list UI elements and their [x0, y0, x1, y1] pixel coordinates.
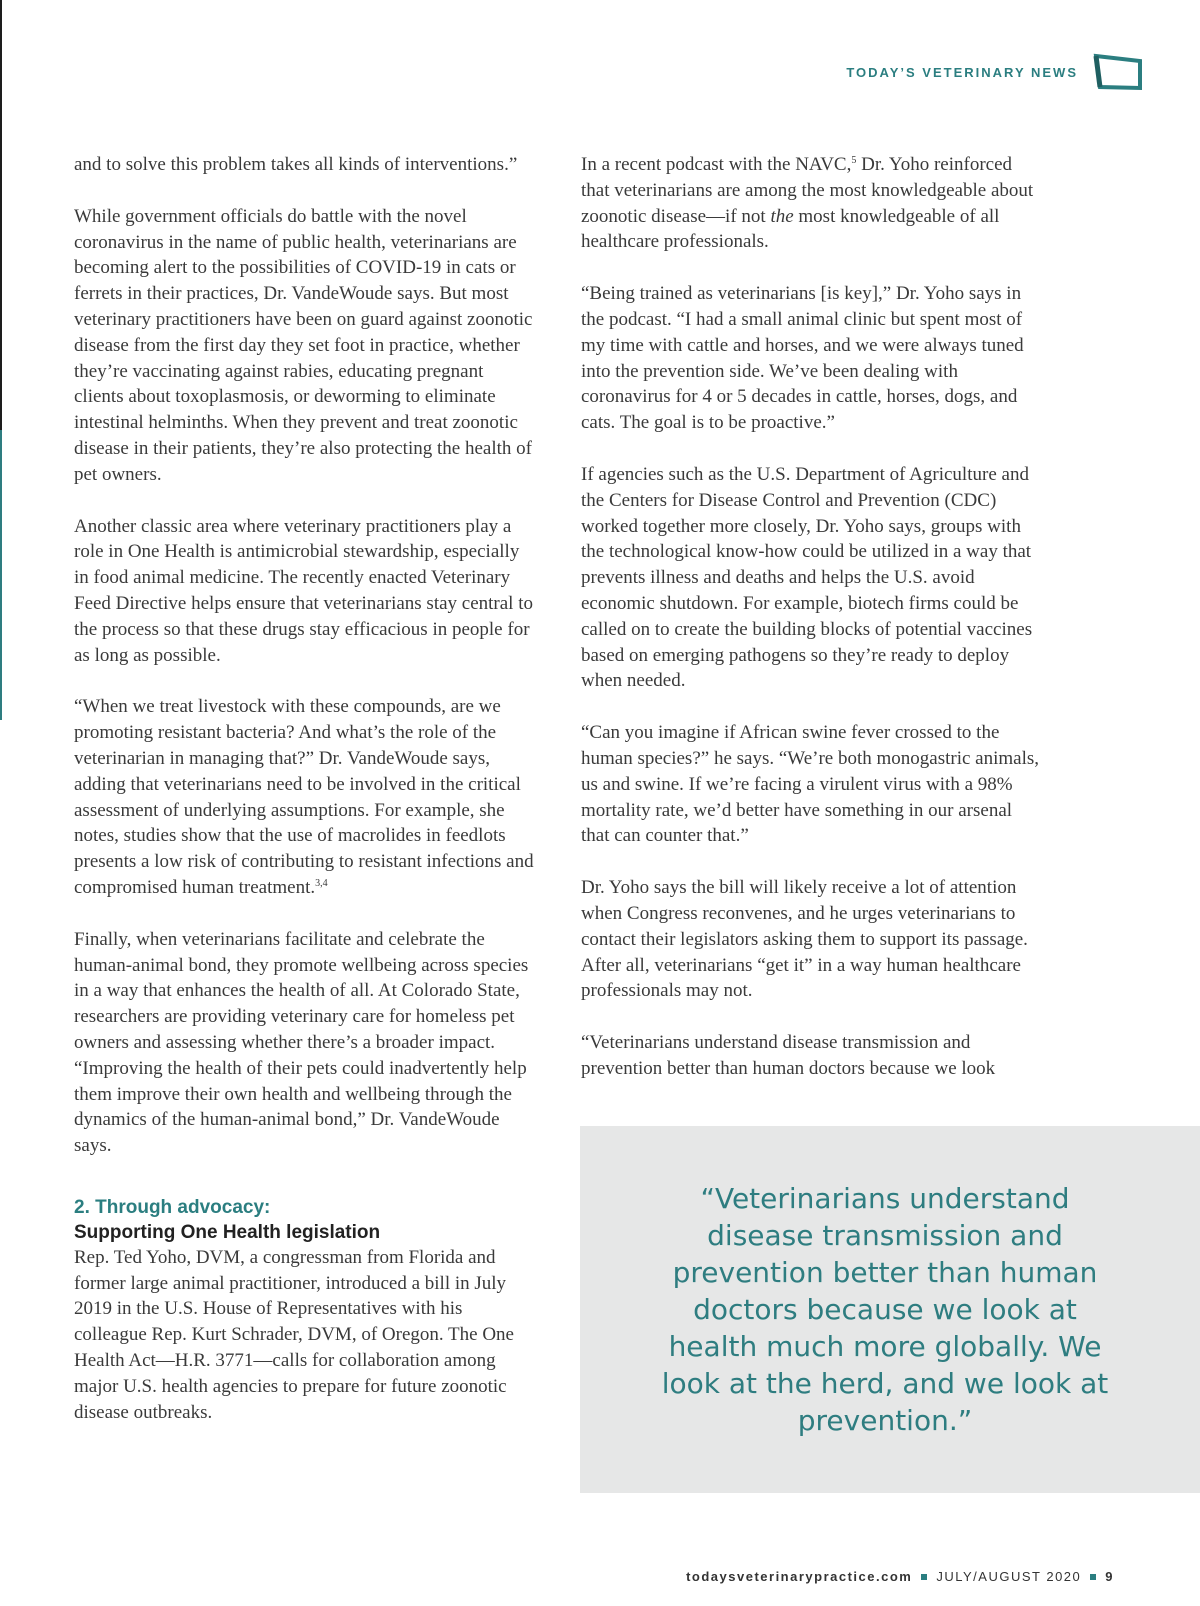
- footer-separator-icon: [1090, 1574, 1096, 1580]
- section-title: TODAY’S VETERINARY NEWS: [846, 64, 1078, 80]
- paragraph: If agencies such as the U.S. Department of Agriculture and the Centers for Disease Control and Prevention (CDC) worked together more closely, Dr. Yoho says, groups with the technological know-how could be utilized in a way that prevents illness and deaths and helps the U.S. avoid economic shutdown. For example, biotech firms could be called on to create the building blocks of potential vaccines based on emerging pathogens so they’re ready to deploy when needed.: [581, 463, 1033, 692]
- paragraph-text: In a recent podcast with the NAVC,: [581, 154, 852, 175]
- pull-quote-text: “Veterinarians understand disease transmission and prevention better than human doctors because we look at health much more globally. We look at the herd, and we look at prevention.”: [661, 1182, 1109, 1437]
- paragraph: “Veterinarians understand disease transmission and prevention better than human doctors because we look: [581, 1032, 996, 1079]
- footer-separator-icon: [921, 1574, 927, 1580]
- paragraph-text: most knowledgeable of all healthcare professionals.: [581, 205, 1000, 253]
- paragraph: While government officials do battle with the novel coronavirus in the name of public health, veterinarians are becoming alert to the possibilities of COVID-19 in cats or ferrets in their practices, Dr. VandeWoude says. But most veterinary practitioners have been on guard against zoonotic disease from the first day they set foot in practice, whether they’re vaccinating against rabies, educating pregnant clients about toxoplasmosis, or deworming to eliminate intestinal helminths. When they prevent and treat zoonotic disease in their patients, they’re also protecting the health of pet owners.: [74, 205, 533, 485]
- paragraph: Finally, when veterinarians facilitate and celebrate the human-animal bond, they promote wellbeing across species in a way that enhances the health of all. At Colorado State, researchers are providing veterinary care for homeless pet owners and assessing whether there’s a broader impact. “Improving the health of their pets could inadvertently help them improve their own health and wellbeing through the dynamics of the human-animal bond,” Dr. VandeWoude says.: [74, 928, 529, 1157]
- paragraph-with-reference: [74, 694, 534, 900]
- page-header: [846, 52, 1144, 92]
- paragraph: Rep. Ted Yoho, DVM, a congressman from Florida and former large animal practitioner, introduced a bill in July 2019 in the U.S. House of Representatives with his colleague Rep. Kurt Schrader, DVM, of Oregon. The One Health Act—H.R. 3771—calls for collaboration among major U.S. health agencies to prepare for future zoonotic disease outbreaks.: [74, 1246, 514, 1423]
- paragraph: Another classic area where veterinary practitioners play a role in One Health is antimicrobial stewardship, especially in food animal medicine. The recently enacted Veterinary Feed Directive helps ensure that veterinarians stay central to the process so that these drugs stay efficacious in people for as long as possible.: [74, 515, 533, 666]
- citation-reference: 5: [851, 155, 857, 166]
- citation-reference: 3,4: [315, 877, 328, 889]
- paragraph: “Being trained as veterinarians [is key],” Dr. Yoho says in the podcast. “I had a small animal clinic but spent most of my time with cattle and horses, and we were always tuned into the prevention side. We’ve been dealing with coronavirus for 4 or 5 decades in cattle, horses, dogs, and cats. The goal is to be proactive.”: [581, 283, 1024, 434]
- page-edge-accent: [0, 430, 2, 720]
- paragraph-text: “When we treat livestock with these compounds, are we promoting resistant bacteria? And what’s the role of the veterinarian in managing that?” Dr. VandeWoude says, adding that veterinarians need to be involved in the critical assessment of underlying assumptions. For example, she notes, studies show that the use of macrolides in feedlots presents a low risk of contributing to resistant infections and compromised human treatment.: [74, 696, 534, 898]
- paragraph: and to solve this problem takes all kinds of interventions.”: [74, 154, 518, 175]
- pull-quote-box: [580, 1126, 1200, 1493]
- section-number: 2. Through advocacy:: [74, 1196, 271, 1218]
- right-column: [581, 152, 1041, 1082]
- footer-issue: JULY/AUGUST 2020: [936, 1569, 1082, 1584]
- paragraph-text: Dr. Yoho reinforced that veterinarians are among the most knowledgeable about zoonotic disease—if not: [581, 154, 1034, 227]
- paragraph-with-reference: [581, 152, 1041, 255]
- magazine-logo-icon: [1092, 52, 1144, 92]
- footer-website: todaysveterinarypractice.com: [686, 1569, 913, 1584]
- paragraph: Dr. Yoho says the bill will likely receive a lot of attention when Congress reconvenes, and he urges veterinarians to contact their legislators asking them to support its passage. After all, veterinarians “get it” in a way human healthcare professionals may not.: [581, 877, 1028, 1002]
- page-footer: [686, 1569, 1114, 1584]
- section-subtitle: Supporting One Health legislation: [74, 1221, 381, 1243]
- page-number: 9: [1105, 1569, 1114, 1584]
- paragraph: “Can you imagine if African swine fever crossed to the human species?” he says. “We’re both monogastric animals, us and swine. If we’re facing a virulent virus with a 98% mortality rate, we’d better have something in our arsenal that can counter that.”: [581, 722, 1040, 847]
- emphasis: the: [770, 205, 794, 227]
- section-heading: [74, 1195, 534, 1245]
- left-column: [74, 152, 534, 1425]
